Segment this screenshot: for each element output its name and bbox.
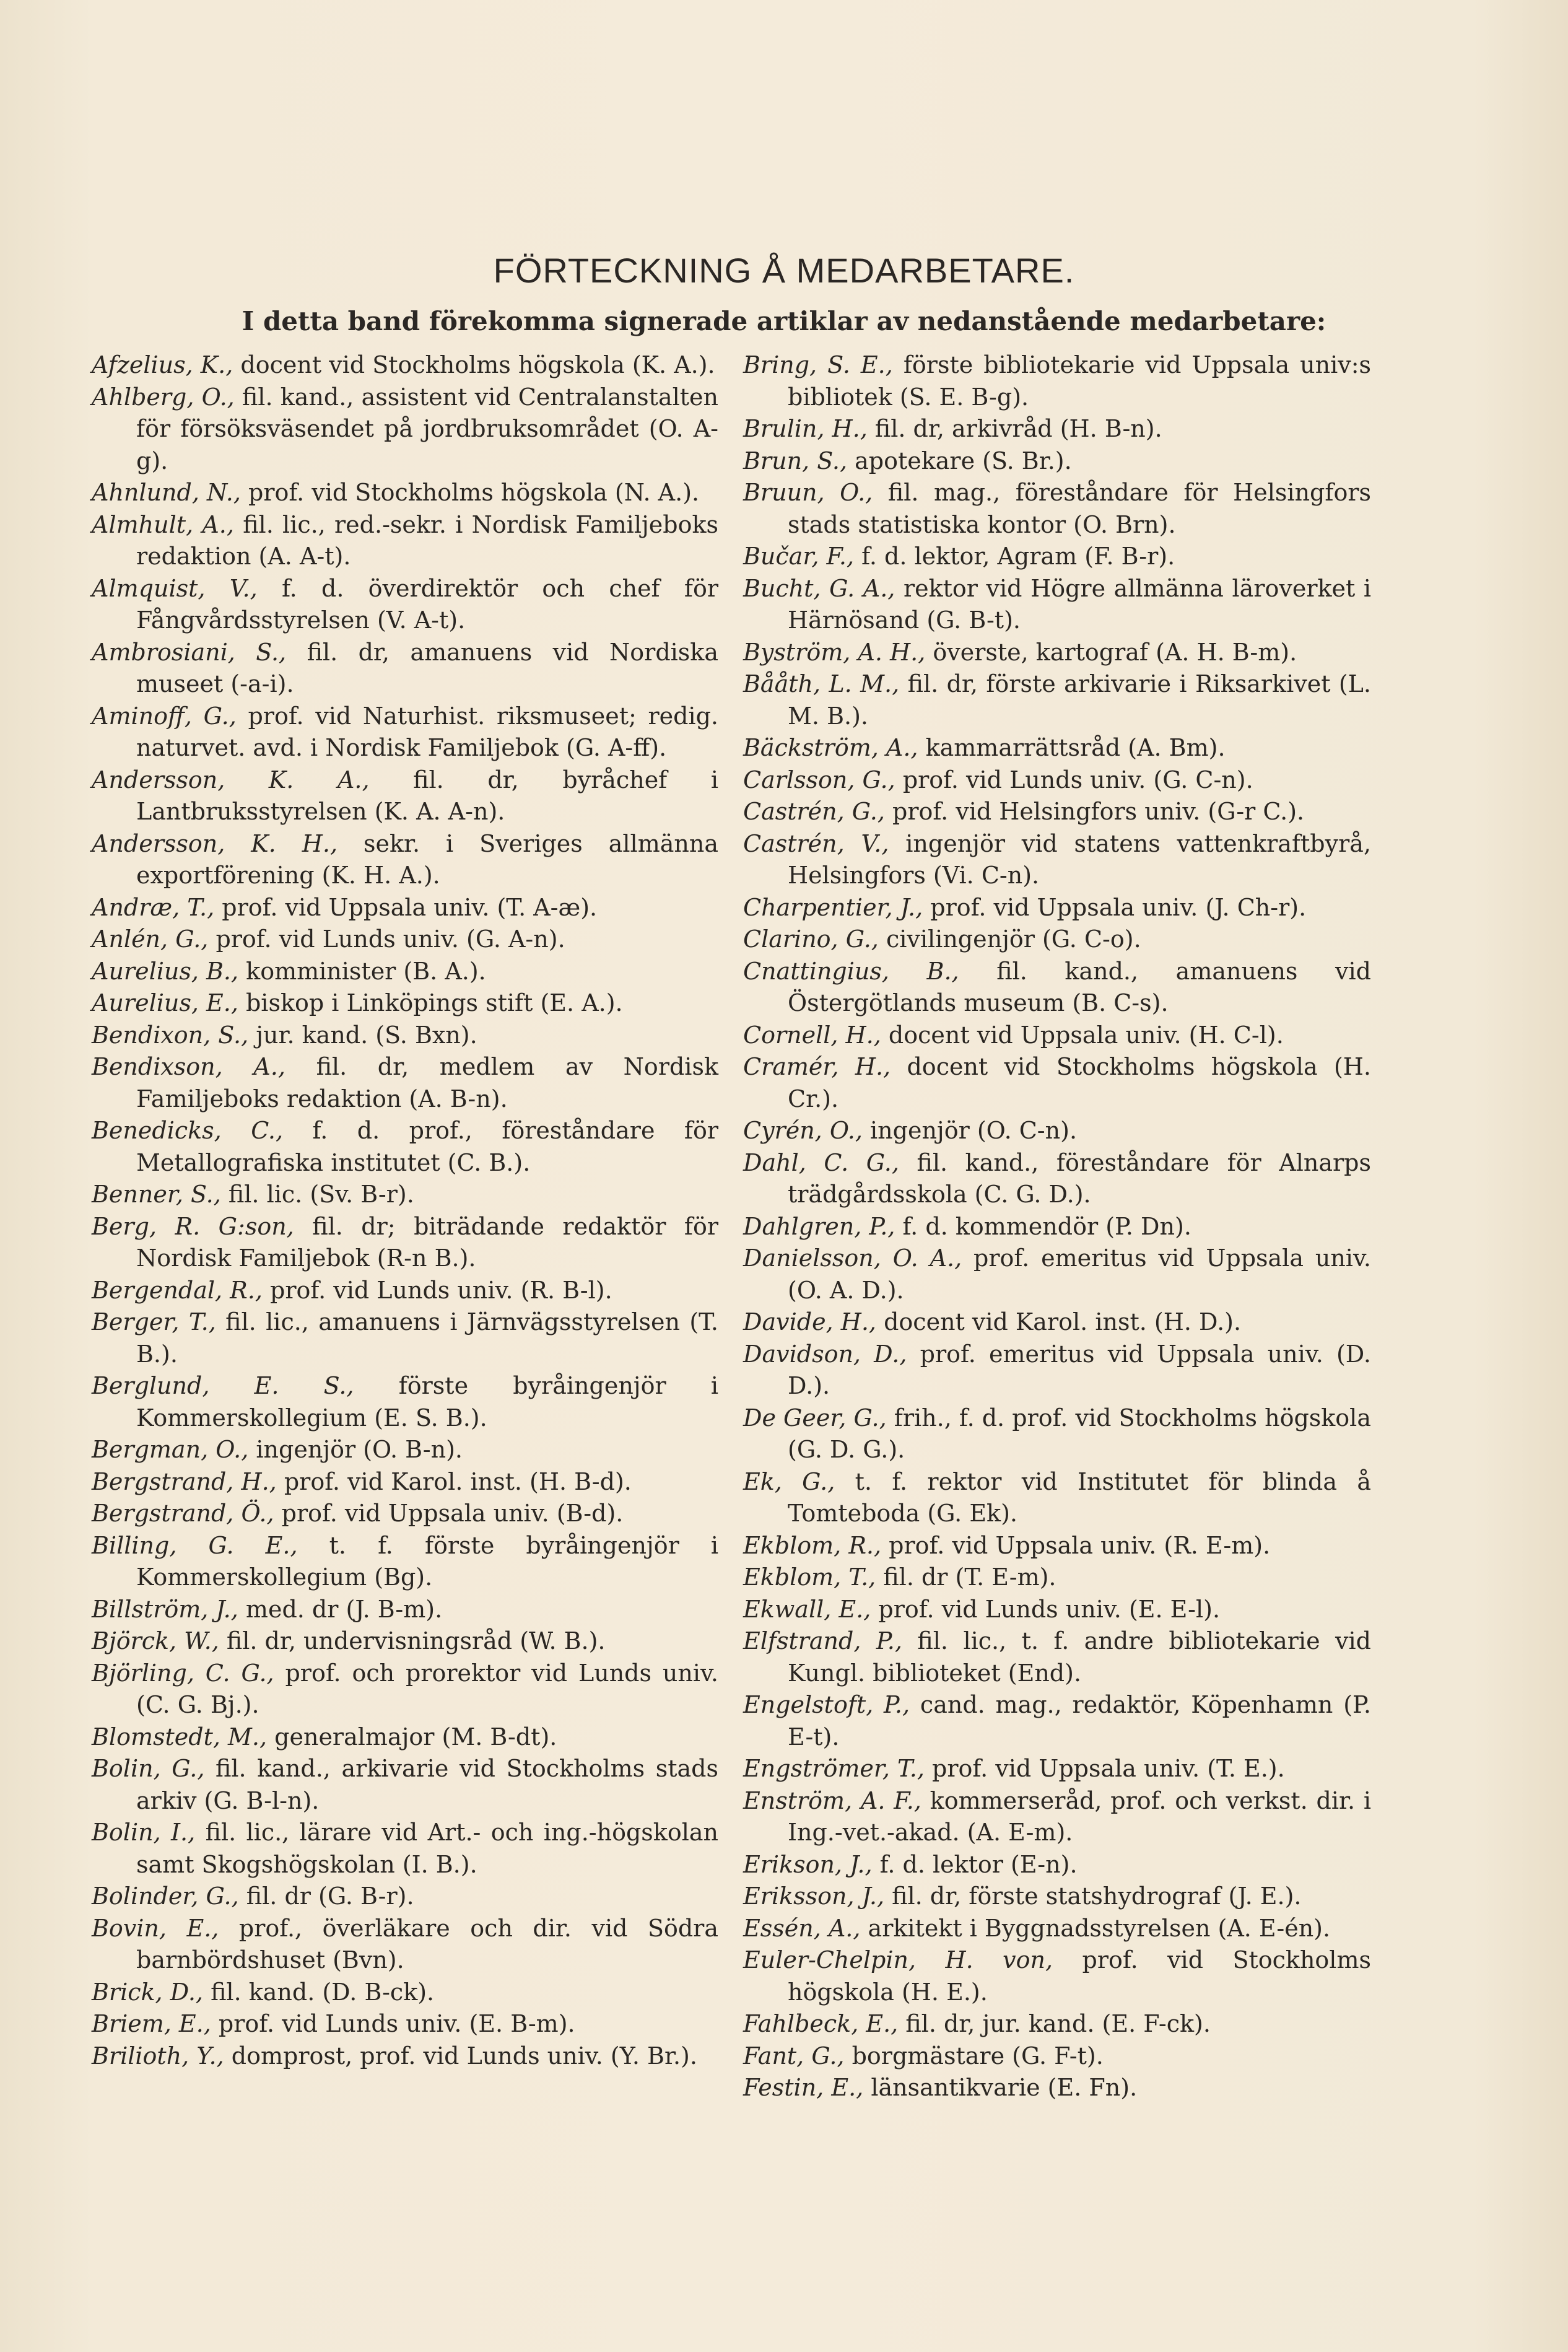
contributor-description: komminister (B. A.). bbox=[238, 957, 486, 985]
contributor-description: f. d. kommendör (P. Dn). bbox=[895, 1212, 1191, 1240]
contributor-description: fil. kand., amanuens vid Östergötlands museum (B. C-s). bbox=[788, 957, 1371, 1016]
contributor-name: Cornell, H., bbox=[743, 1021, 881, 1049]
contributor-entry bbox=[92, 1275, 718, 1307]
contributor-description: förste byråingenjör i Kommerskollegium (E. S. B.). bbox=[136, 1372, 718, 1432]
contributor-description: generalmajor (M. B-dt). bbox=[267, 1723, 557, 1751]
contributor-entry bbox=[92, 701, 718, 764]
contributor-name: Berg, R. G:son, bbox=[92, 1212, 294, 1240]
contributor-description: kommerseråd, prof. och verkst. dir. i Ing.-vet.-akad. (A. E-m). bbox=[788, 1786, 1371, 1846]
contributor-name: Billström, J., bbox=[92, 1595, 238, 1623]
contributor-name: Davide, H., bbox=[743, 1308, 877, 1336]
contributor-name: Anlén, G., bbox=[92, 925, 209, 953]
contributor-name: Bolin, G., bbox=[92, 1755, 205, 1782]
contributor-name: Dahlgren, P., bbox=[743, 1212, 895, 1240]
contributor-name: Bovin, E., bbox=[92, 1914, 219, 1942]
contributor-name: Clarino, G., bbox=[743, 925, 879, 953]
contributor-entry bbox=[92, 1625, 718, 1658]
contributor-description: f. d. lektor, Agram (F. B-r). bbox=[854, 543, 1175, 570]
contributor-entry bbox=[743, 637, 1371, 669]
contributor-name: Bučar, F., bbox=[743, 543, 855, 570]
contributor-entry bbox=[92, 2008, 718, 2040]
contributor-description: fil. dr, medlem av Nordisk Familjeboks redaktion (A. B-n). bbox=[136, 1053, 718, 1113]
contributor-entry bbox=[92, 892, 718, 924]
contributor-description: sekr. i Sveriges allmänna exportförening (K. H. A.). bbox=[136, 829, 719, 889]
contributor-entry bbox=[743, 1785, 1371, 1849]
right-column bbox=[743, 349, 1371, 2104]
contributor-name: Danielsson, O. A., bbox=[743, 1244, 962, 1272]
contributor-name: Ekblom, T., bbox=[743, 1563, 876, 1591]
contributor-description: fil. dr; biträdande redaktör för Nordisk Familjebok (R-n B.). bbox=[136, 1212, 718, 1272]
contributor-name: Eriksson, J., bbox=[743, 1882, 885, 1910]
contributor-description: prof. emeritus vid Uppsala univ. (D. D.). bbox=[788, 1340, 1371, 1399]
contributor-description: fil. dr, förste statshydrograf (J. E.). bbox=[884, 1882, 1302, 1910]
contributor-name: Cnattingius, B., bbox=[743, 957, 959, 985]
contributor-entry bbox=[743, 1211, 1371, 1243]
contributor-description: fil. kand. (D. B-ck). bbox=[203, 1978, 435, 2006]
contributor-description: fil. lic., lärare vid Art.- och ing.-högskolan samt Skogshögskolan (I. B.). bbox=[136, 1819, 718, 1878]
contributor-description: länsantikvarie (E. Fn). bbox=[863, 2074, 1138, 2101]
contributor-entry bbox=[743, 1625, 1371, 1689]
contributor-name: Afzelius, K., bbox=[92, 351, 233, 378]
contributor-name: Charpentier, J., bbox=[743, 893, 923, 921]
contributor-entry bbox=[92, 1020, 718, 1052]
contributor-name: Bring, S. E., bbox=[743, 351, 893, 378]
contributor-name: Cramér, H., bbox=[743, 1053, 891, 1080]
contributor-name: Brulin, H., bbox=[743, 415, 868, 442]
contributor-description: kammarrättsråd (A. Bm). bbox=[918, 734, 1226, 761]
contributor-description: fil. dr (T. E-m). bbox=[876, 1563, 1056, 1591]
contributor-entry bbox=[743, 1594, 1371, 1626]
contributor-entry bbox=[92, 1306, 718, 1370]
contributor-description: prof. vid Uppsala univ. (J. Ch-r). bbox=[923, 893, 1307, 921]
contributor-name: Carlsson, G., bbox=[743, 766, 895, 793]
contributor-entry bbox=[743, 573, 1371, 637]
contributor-description: med. dr (J. B-m). bbox=[238, 1595, 443, 1623]
contributor-name: Berger, T., bbox=[92, 1308, 216, 1336]
contributor-entry bbox=[743, 1944, 1371, 2008]
contributor-description: prof. och prorektor vid Lunds univ. (C. G. Bj.). bbox=[136, 1659, 718, 1718]
contributor-entry bbox=[92, 1115, 718, 1179]
contributor-entry bbox=[743, 1753, 1371, 1785]
contributor-description: t. f. rektor vid Institutet för blinda å Tomteboda (G. Ek). bbox=[788, 1467, 1371, 1527]
contributor-description: fil. lic., t. f. andre bibliotekarie vid Kungl. biblioteket (End). bbox=[788, 1627, 1371, 1687]
contributor-entry bbox=[92, 1179, 718, 1211]
contributor-description: prof. vid Helsingfors univ. (G-r C.). bbox=[884, 798, 1305, 825]
contributor-description: prof. vid Lunds univ. (E. E-l). bbox=[871, 1595, 1221, 1623]
contributor-description: prof. vid Naturhist. riksmuseet; redig. naturvet. avd. i Nordisk Familjebok (G. A-ff). bbox=[136, 702, 718, 761]
contributor-name: Ambrosiani, S., bbox=[92, 638, 287, 666]
contributor-name: Cyrén, O., bbox=[743, 1117, 863, 1144]
contributor-description: fil. lic., red.-sekr. i Nordisk Familjeboks redaktion (A. A-t). bbox=[136, 510, 718, 570]
contributor-description: fil. dr, undervisningsråd (W. B.). bbox=[219, 1627, 606, 1655]
contributor-description: domprost, prof. vid Lunds univ. (Y. Br.). bbox=[224, 2042, 697, 2070]
contributor-entry bbox=[92, 1498, 718, 1530]
contributor-entry bbox=[92, 1434, 718, 1466]
contributor-description: docent vid Stockholms högskola (K. A.). bbox=[233, 351, 715, 378]
contributor-entry bbox=[743, 1530, 1371, 1562]
contributor-description: arkitekt i Byggnadsstyrelsen (A. E-én). bbox=[860, 1914, 1331, 1942]
contributor-description: prof. vid Lunds univ. (G. C-n). bbox=[895, 766, 1253, 793]
contributor-description: prof. vid Uppsala univ. (T. E.). bbox=[924, 1755, 1285, 1782]
contributor-description: docent vid Uppsala univ. (H. C-l). bbox=[881, 1021, 1284, 1049]
contributor-entry bbox=[743, 349, 1371, 413]
contributor-entry bbox=[743, 1562, 1371, 1594]
contributor-name: Billing, G. E., bbox=[92, 1531, 298, 1559]
contributor-description: fil. kand., assistent vid Centralanstalten för försöksväsendet på jordbruksområdet (O. A-g). bbox=[136, 383, 718, 474]
contributor-description: t. f. förste byråingenjör i Kommerskollegium (Bg). bbox=[136, 1531, 718, 1591]
contributor-description: fil. kand., arkivarie vid Stockholms stads arkiv (G. B-l-n). bbox=[136, 1755, 718, 1814]
contributor-description: prof. vid Lunds univ. (R. B-l). bbox=[262, 1276, 612, 1304]
contributor-name: Castrén, V., bbox=[743, 829, 889, 857]
contributor-name: Aurelius, B., bbox=[92, 957, 239, 985]
contributor-name: Fahlbeck, E., bbox=[743, 2010, 899, 2037]
contributor-name: Dahl, C. G., bbox=[743, 1148, 899, 1176]
contributor-name: Castrén, G., bbox=[743, 798, 885, 825]
contributor-name: Aminoff, G., bbox=[92, 702, 237, 730]
contributor-name: Fant, G., bbox=[743, 2042, 845, 2070]
contributor-name: Blomstedt, M., bbox=[92, 1723, 268, 1751]
contributor-description: f. d. lektor (E-n). bbox=[872, 1850, 1078, 1878]
contributor-description: ingenjör (O. B-n). bbox=[248, 1436, 463, 1463]
contributor-entry bbox=[743, 1913, 1371, 1945]
contributor-name: Bååth, L. M., bbox=[743, 670, 900, 697]
contributor-name: Davidson, D., bbox=[743, 1340, 907, 1368]
contributor-description: prof. vid Uppsala univ. (B-d). bbox=[274, 1500, 624, 1527]
contributor-name: Ekwall, E., bbox=[743, 1595, 871, 1623]
contributor-name: Engströmer, T., bbox=[743, 1755, 925, 1782]
contributor-entry bbox=[92, 1977, 718, 2009]
contributor-entry bbox=[743, 892, 1371, 924]
contributor-description: prof. vid Uppsala univ. (T. A-æ). bbox=[214, 893, 598, 921]
contributor-name: Engelstoft, P., bbox=[743, 1691, 910, 1718]
contributor-entry bbox=[92, 1721, 718, 1754]
contributor-name: Bolin, I., bbox=[92, 1819, 196, 1846]
contributor-name: Bergendal, R., bbox=[92, 1276, 263, 1304]
contributor-entry bbox=[92, 1817, 718, 1881]
contributor-name: Bäckström, A., bbox=[743, 734, 918, 761]
contributor-entry bbox=[743, 2040, 1371, 2073]
contributor-name: Andræ, T., bbox=[92, 893, 215, 921]
contributor-entry bbox=[92, 956, 718, 988]
contributor-entry bbox=[743, 1051, 1371, 1115]
contributor-entry bbox=[743, 477, 1371, 541]
contributor-description: f. d. överdirektör och chef för Fångvårdsstyrelsen (V. A-t). bbox=[136, 574, 718, 634]
contributor-entry bbox=[92, 1051, 718, 1115]
contributor-name: Benedicks, C., bbox=[92, 1117, 284, 1144]
contributor-name: Bergstrand, Ö., bbox=[92, 1500, 274, 1527]
contributor-entry bbox=[743, 1339, 1371, 1402]
contributor-entry bbox=[743, 2072, 1371, 2104]
contributor-description: frih., f. d. prof. vid Stockholms högskola (G. D. G.). bbox=[788, 1404, 1371, 1463]
contributor-name: Berglund, E. S., bbox=[92, 1372, 354, 1399]
contributor-description: docent vid Karol. inst. (H. D.). bbox=[876, 1308, 1242, 1336]
contributor-description: fil. kand., föreståndare för Alnarps trädgårdsskola (C. G. D.). bbox=[788, 1148, 1371, 1208]
contributor-name: De Geer, G., bbox=[743, 1404, 887, 1432]
contributor-description: överste, kartograf (A. H. B-m). bbox=[925, 638, 1297, 666]
contributor-entry bbox=[92, 1530, 718, 1594]
contributor-entry bbox=[92, 349, 718, 382]
contributor-entry bbox=[743, 2008, 1371, 2040]
contributor-description: prof. vid Karol. inst. (H. B-d). bbox=[276, 1467, 632, 1495]
contributor-entry bbox=[743, 924, 1371, 956]
contributor-entry bbox=[92, 2040, 718, 2073]
contributor-description: prof. vid Uppsala univ. (R. E-m). bbox=[881, 1531, 1271, 1559]
contributor-entry bbox=[743, 1115, 1371, 1147]
contributor-name: Andersson, K. H., bbox=[92, 829, 338, 857]
contributor-entry bbox=[92, 1370, 718, 1434]
contributor-name: Björck, W., bbox=[92, 1627, 219, 1655]
contributor-entry bbox=[743, 541, 1371, 573]
contributor-entry bbox=[743, 1849, 1371, 1881]
page-subtitle: I detta band förekomma signerade artiklar av nedanstående medarbetare: bbox=[242, 306, 1326, 336]
contributor-entry bbox=[92, 1594, 718, 1626]
contributor-description: jur. kand. (S. Bxn). bbox=[248, 1021, 477, 1049]
contributor-description: fil. lic., amanuens i Järnvägsstyrelsen (T. B.). bbox=[136, 1308, 719, 1368]
contributor-name: Benner, S., bbox=[92, 1181, 221, 1208]
contributor-description: fil. dr, amanuens vid Nordiska museet (-a-i). bbox=[136, 638, 718, 697]
contributor-name: Ahnlund, N., bbox=[92, 479, 241, 506]
contributor-description: prof. emeritus vid Uppsala univ. (O. A. D.). bbox=[788, 1244, 1372, 1304]
contributor-description: rektor vid Högre allmänna läroverket i Härnösand (G. B-t). bbox=[788, 574, 1372, 634]
contributor-description: förste bibliotekarie vid Uppsala univ:s bibliotek (S. E. B-g). bbox=[788, 351, 1371, 411]
contributor-entry bbox=[743, 1402, 1371, 1466]
contributor-name: Byström, A. H., bbox=[743, 638, 926, 666]
contributor-entry bbox=[743, 445, 1371, 478]
contributor-description: borgmästare (G. F-t). bbox=[844, 2042, 1104, 2070]
contributor-entry bbox=[92, 828, 718, 892]
contributor-entry bbox=[92, 573, 718, 637]
contributor-entry bbox=[92, 1913, 718, 1977]
contributor-description: prof. vid Stockholms högskola (N. A.). bbox=[240, 479, 700, 506]
contributor-name: Björling, C. G., bbox=[92, 1659, 274, 1687]
contributor-description: apotekare (S. Br.). bbox=[847, 447, 1072, 474]
contributor-description: prof. vid Lunds univ. (G. A-n). bbox=[208, 925, 565, 953]
page-title: FÖRTECKNING Å MEDARBETARE. bbox=[493, 251, 1075, 290]
contributor-description: docent vid Stockholms högskola (H. Cr.). bbox=[788, 1053, 1371, 1113]
contributor-entry bbox=[743, 1306, 1371, 1339]
contributor-entry bbox=[743, 1466, 1371, 1530]
contributor-name: Brilioth, Y., bbox=[92, 2042, 224, 2070]
contributor-name: Bergstrand, H., bbox=[92, 1467, 277, 1495]
contributor-entry bbox=[743, 1243, 1371, 1306]
contributor-entry bbox=[92, 509, 718, 573]
contributor-name: Essén, A., bbox=[743, 1914, 861, 1942]
contributor-entry bbox=[743, 1147, 1371, 1211]
contributor-description: fil. dr, jur. kand. (E. F-ck). bbox=[898, 2010, 1211, 2037]
contributor-description: fil. dr (G. B-r). bbox=[238, 1882, 414, 1910]
contributor-description: biskop i Linköpings stift (E. A.). bbox=[238, 989, 623, 1016]
left-column bbox=[92, 349, 718, 2072]
contributor-description: prof. vid Lunds univ. (E. B-m). bbox=[211, 2010, 575, 2037]
contributor-name: Festin, E., bbox=[743, 2074, 864, 2101]
contributor-description: f. d. prof., föreståndare för Metallografiska institutet (C. B.). bbox=[136, 1117, 719, 1176]
contributor-description: fil. dr, byråchef i Lantbruksstyrelsen (K. A. A-n). bbox=[136, 766, 718, 825]
contributor-name: Bolinder, G., bbox=[92, 1882, 239, 1910]
contributor-entry bbox=[743, 668, 1371, 732]
contributor-description: fil. lic. (Sv. B-r). bbox=[220, 1181, 414, 1208]
contributor-entry bbox=[92, 764, 718, 828]
contributor-name: Bendixson, A., bbox=[92, 1053, 285, 1080]
contributor-name: Ek, G., bbox=[743, 1467, 835, 1495]
contributor-entry bbox=[92, 987, 718, 1020]
contributor-name: Aurelius, E., bbox=[92, 989, 238, 1016]
contributor-name: Brick, D., bbox=[92, 1978, 203, 2006]
contributor-entry bbox=[92, 1466, 718, 1498]
contributor-name: Bergman, O., bbox=[92, 1436, 249, 1463]
contributor-name: Almhult, A., bbox=[92, 510, 234, 538]
contributor-description: civilingenjör (G. C-o). bbox=[878, 925, 1141, 953]
contributor-name: Andersson, K. A., bbox=[92, 766, 370, 793]
contributor-description: ingenjör vid statens vattenkraftbyrå, Helsingfors (Vi. C-n). bbox=[788, 829, 1371, 889]
contributor-name: Bruun, O., bbox=[743, 479, 873, 506]
contributor-entry bbox=[92, 637, 718, 701]
contributor-name: Ahlberg, O., bbox=[92, 383, 235, 411]
contributor-entry bbox=[743, 1020, 1371, 1052]
contributor-entry bbox=[743, 764, 1371, 797]
contributor-description: fil. dr, arkivråd (H. B-n). bbox=[867, 415, 1162, 442]
contributor-description: fil. dr, förste arkivarie i Riksarkivet (L. M. B.). bbox=[788, 670, 1371, 730]
contributor-entry bbox=[743, 732, 1371, 764]
contributor-description: fil. mag., föreståndare för Helsingfors stads statistiska kontor (O. Brn). bbox=[788, 479, 1371, 538]
contributor-name: Almquist, V., bbox=[92, 574, 258, 602]
contributor-name: Ekblom, R., bbox=[743, 1531, 882, 1559]
contributor-description: prof. vid Stockholms högskola (H. E.). bbox=[788, 1946, 1371, 2006]
contributor-name: Enström, A. F., bbox=[743, 1786, 921, 1814]
contributor-entry bbox=[743, 828, 1371, 892]
contributor-name: Bucht, G. A., bbox=[743, 574, 895, 602]
contributor-name: Brun, S., bbox=[743, 447, 848, 474]
contributor-entry bbox=[743, 1689, 1371, 1753]
contributor-entry bbox=[743, 1881, 1371, 1913]
contributor-name: Erikson, J., bbox=[743, 1850, 873, 1878]
contributor-entry bbox=[743, 413, 1371, 445]
contributor-entry bbox=[92, 1753, 718, 1817]
contributor-entry bbox=[92, 477, 718, 509]
contributor-name: Elfstrand, P., bbox=[743, 1627, 902, 1655]
contributor-name: Bendixon, S., bbox=[92, 1021, 249, 1049]
contributor-entry bbox=[92, 382, 718, 478]
contributor-description: prof., överläkare och dir. vid Södra barnbördshuset (Bvn). bbox=[136, 1914, 718, 1974]
contributor-entry bbox=[92, 1211, 718, 1275]
contributor-description: ingenjör (O. C-n). bbox=[862, 1117, 1078, 1144]
contributor-entry bbox=[92, 1881, 718, 1913]
contributor-entry bbox=[743, 956, 1371, 1020]
contributor-entry bbox=[92, 1658, 718, 1721]
contributor-name: Euler-Chelpin, H. von, bbox=[743, 1946, 1053, 1974]
contributor-name: Briem, E., bbox=[92, 2010, 211, 2037]
contributor-description: cand. mag., redaktör, Köpenhamn (P. E-t). bbox=[788, 1691, 1371, 1751]
contributor-entry bbox=[92, 924, 718, 956]
contributor-entry bbox=[743, 796, 1371, 828]
